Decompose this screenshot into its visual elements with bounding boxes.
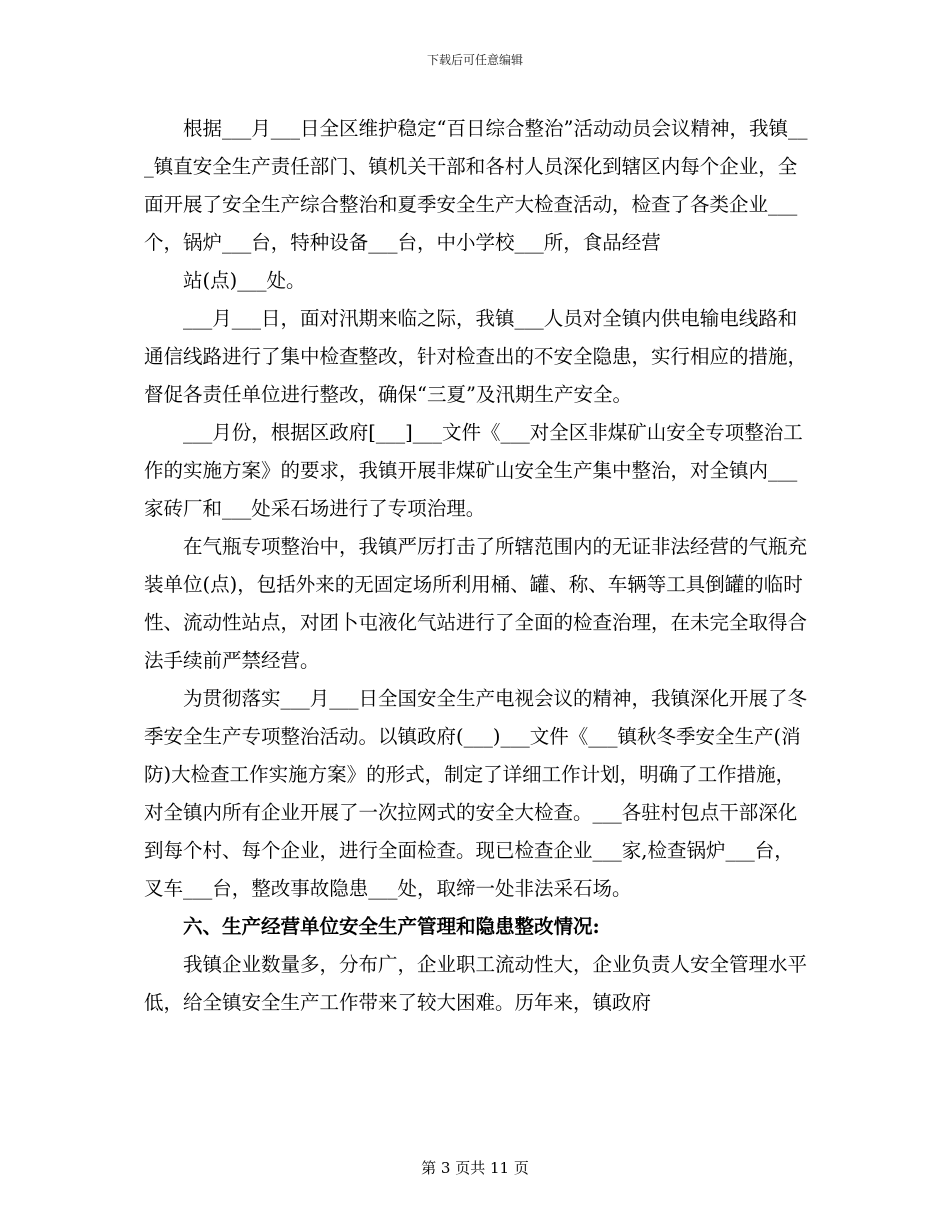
paragraph-stations-count: 站(点)___处。 <box>183 269 306 292</box>
paragraph-inspection-summary: 根据___月___日全区维护稳定“百日综合整治”活动动员会议精神，我镇___镇直安全生产责任部门、镇机关干部和各村人员深化到辖区内每个企业，全面开展了安全生产综合整治和夏季安全生产大检查活动，检查了各类企业___个，锅炉___台，特种设备___台，中小学校___所，食品经营 <box>144 117 808 254</box>
header-note: 下载后可任意编辑 <box>426 53 523 67</box>
paragraph-gas-cylinders: 在气瓶专项整治中，我镇严厉打击了所辖范围内的无证非法经营的气瓶充装单位(点)，包括外来的无固定场所利用桶、罐、称、车辆等工具倒罐的临时性、流动性站点，对团卜屯液化气站进行了全面的检查治理，在未完全取得合法手续前严禁经营。 <box>144 535 808 672</box>
page-number: 第 3 页共 11 页 <box>421 1159 529 1177</box>
paragraph-non-coal-mines: ___月份，根据区政府[___]___文件《___对全区非煤矿山安全专项整治工作的实施方案》的要求，我镇开展非煤矿山安全生产集中整治，对全镇内___家砖厂和___处采石场进行了专项治理。 <box>144 421 803 520</box>
document-body <box>144 110 809 1022</box>
section-heading-six: 六、生产经营单位安全生产管理和隐患整改情况: <box>183 915 600 938</box>
paragraph-flood-season: ___月___日，面对汛期来临之际，我镇___人员对全镇内供电输电线路和通信线路进行了集中检查整改，针对检查出的不安全隐患，实行相应的措施，督促各责任单位进行整改，确保“三夏”及汛期生产安全。 <box>144 307 808 406</box>
paragraph-enterprise-management: 我镇企业数量多，分布广，企业职工流动性大，企业负责人安全管理水平低，给全镇安全生产工作带来了较大困难。历年来，镇政府 <box>144 953 808 1014</box>
paragraph-winter-inspection: 为贯彻落实___月___日全国安全生产电视会议的精神，我镇深化开展了冬季安全生产专项整治活动。以镇政府(___)___文件《___镇秋冬季安全生产(消防)大检查工作实施方案》的形式，制定了详细工作计划，明确了工作措施，对全镇内所有企业开展了一次拉网式的安全大检查。___各驻村包点干部深化到每个村、每个企业，进行全面检查。现已检查企业___家,检查锅炉___台，叉车___台，整改事故隐患___处，取缔一处非法采石场。 <box>144 687 808 900</box>
